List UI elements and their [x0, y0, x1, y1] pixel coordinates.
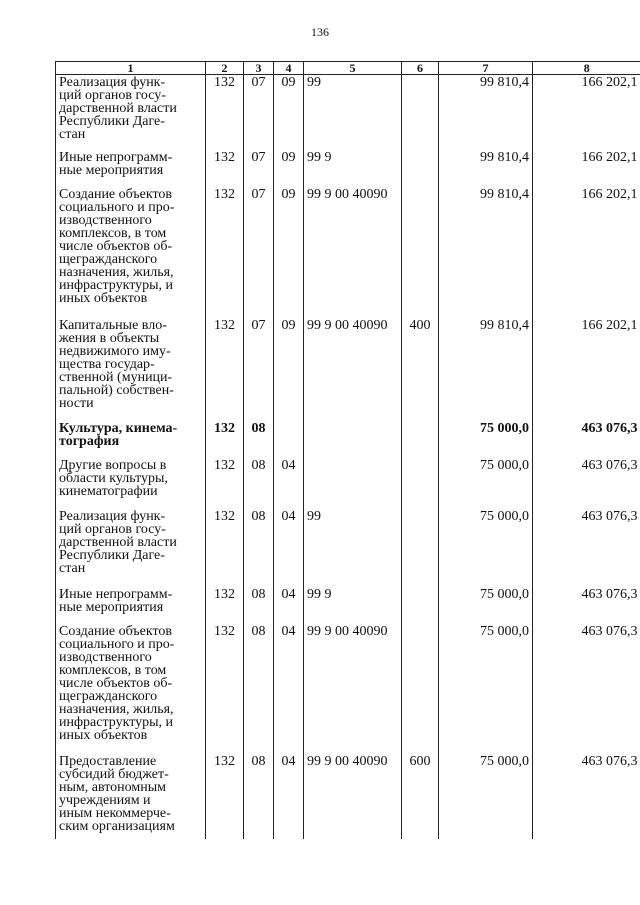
row-name: Иные непрограмм- ные мероприятия: [56, 150, 206, 187]
row-col-3: 07: [244, 150, 274, 187]
table-row: [56, 624, 640, 754]
row-col-3: 08: [244, 458, 274, 509]
row-name: Капитальные вло- жения в объекты недвижимого иму- щества государ- ственной (муници- пальной) собствен- ности: [56, 318, 206, 421]
row-col-3: 07: [244, 75, 274, 150]
row-col-8: 166 202,1: [533, 150, 640, 187]
row-col-8: 463 076,3: [533, 624, 640, 754]
row-col-6: [402, 458, 439, 509]
row-col-5: [304, 458, 402, 509]
row-col-3: 07: [244, 187, 274, 318]
budget-table: [55, 61, 640, 839]
row-col-5: 99: [304, 75, 402, 150]
row-col-2: 132: [206, 318, 244, 421]
row-name: Создание объектов социального и про- изводственного комплексов, в том числе объектов об- щегражданского назначения, жилья, инфраструктуры, и иных объектов: [56, 624, 206, 754]
column-header-3: 3: [244, 62, 274, 75]
table-row: [56, 318, 640, 421]
row-col-6: [402, 187, 439, 318]
row-col-3: 07: [244, 318, 274, 421]
row-name: Создание объектов социального и про- изводственного комплексов, в том числе объектов об- щегражданского назначения, жилья, инфраструктуры, и иных объектов: [56, 187, 206, 318]
row-col-4: 04: [274, 458, 304, 509]
page-number: 136: [311, 25, 329, 39]
row-col-7: 99 810,4: [439, 150, 533, 187]
table-row: [56, 187, 640, 318]
row-name: Предоставление субсидий бюджет- ным, автономным учреждениям и иным некоммерче- ским организациям: [56, 754, 206, 839]
row-col-3: 08: [244, 587, 274, 624]
row-name: Иные непрограмм- ные мероприятия: [56, 587, 206, 624]
table-row: [56, 75, 640, 150]
row-col-2: 132: [206, 754, 244, 839]
row-col-6: 400: [402, 318, 439, 421]
table-row: [56, 458, 640, 509]
table-row: [56, 587, 640, 624]
row-col-2: 132: [206, 509, 244, 587]
row-col-3: 08: [244, 624, 274, 754]
row-col-7: 99 810,4: [439, 318, 533, 421]
row-col-4: 09: [274, 150, 304, 187]
row-col-3: 08: [244, 754, 274, 839]
row-col-8: 463 076,3: [533, 421, 640, 458]
row-col-4: 04: [274, 754, 304, 839]
row-col-8: 463 076,3: [533, 587, 640, 624]
column-header-1: 1: [56, 62, 206, 75]
row-name: Другие вопросы в области культуры, кинематографии: [56, 458, 206, 509]
row-col-2: 132: [206, 187, 244, 318]
row-col-2: 132: [206, 150, 244, 187]
row-col-6: [402, 75, 439, 150]
row-col-6: 600: [402, 754, 439, 839]
row-col-8: 166 202,1: [533, 75, 640, 150]
table-row: [56, 509, 640, 587]
table-row: [56, 150, 640, 187]
column-header-6: 6: [402, 62, 439, 75]
row-col-4: 09: [274, 75, 304, 150]
column-header-2: 2: [206, 62, 244, 75]
row-col-5: 99 9 00 40090: [304, 318, 402, 421]
row-col-4: 04: [274, 509, 304, 587]
column-header-4: 4: [274, 62, 304, 75]
row-col-8: 463 076,3: [533, 754, 640, 839]
row-col-5: 99: [304, 509, 402, 587]
row-name: Культура, кинема- тография: [56, 421, 206, 458]
row-col-7: 75 000,0: [439, 421, 533, 458]
row-col-4: 09: [274, 187, 304, 318]
row-col-6: [402, 150, 439, 187]
row-col-4: 09: [274, 318, 304, 421]
row-col-6: [402, 624, 439, 754]
row-col-3: 08: [244, 509, 274, 587]
row-col-4: 04: [274, 624, 304, 754]
row-name: Реализация функ- ций органов госу- дарственной власти Республики Даге- стан: [56, 509, 206, 587]
row-col-5: 99 9 00 40090: [304, 187, 402, 318]
row-col-7: 75 000,0: [439, 624, 533, 754]
row-col-6: [402, 509, 439, 587]
table-body: [56, 75, 640, 839]
row-col-2: 132: [206, 587, 244, 624]
row-col-7: 99 810,4: [439, 187, 533, 318]
row-col-2: 132: [206, 75, 244, 150]
row-col-5: 99 9 00 40090: [304, 754, 402, 839]
row-col-2: 132: [206, 624, 244, 754]
column-number-row: [56, 62, 640, 75]
row-col-7: 99 810,4: [439, 75, 533, 150]
row-col-8: 463 076,3: [533, 458, 640, 509]
row-col-7: 75 000,0: [439, 754, 533, 839]
row-col-3: 08: [244, 421, 274, 458]
row-col-8: 463 076,3: [533, 509, 640, 587]
row-col-5: 99 9: [304, 150, 402, 187]
row-col-4: 04: [274, 587, 304, 624]
row-col-6: [402, 421, 439, 458]
row-col-8: 166 202,1: [533, 187, 640, 318]
row-col-5: 99 9 00 40090: [304, 624, 402, 754]
table-row: [56, 421, 640, 458]
row-col-7: 75 000,0: [439, 509, 533, 587]
row-name: Реализация функ- ций органов госу- дарственной власти Республики Даге- стан: [56, 75, 206, 150]
row-col-2: 132: [206, 458, 244, 509]
column-header-5: 5: [304, 62, 402, 75]
table-row: [56, 754, 640, 839]
row-col-5: [304, 421, 402, 458]
row-col-5: 99 9: [304, 587, 402, 624]
table-header: [56, 62, 640, 75]
row-col-7: 75 000,0: [439, 587, 533, 624]
row-col-8: 166 202,1: [533, 318, 640, 421]
row-col-6: [402, 587, 439, 624]
column-header-7: 7: [439, 62, 533, 75]
row-col-2: 132: [206, 421, 244, 458]
column-header-8: 8: [533, 62, 640, 75]
row-col-4: [274, 421, 304, 458]
row-col-7: 75 000,0: [439, 458, 533, 509]
